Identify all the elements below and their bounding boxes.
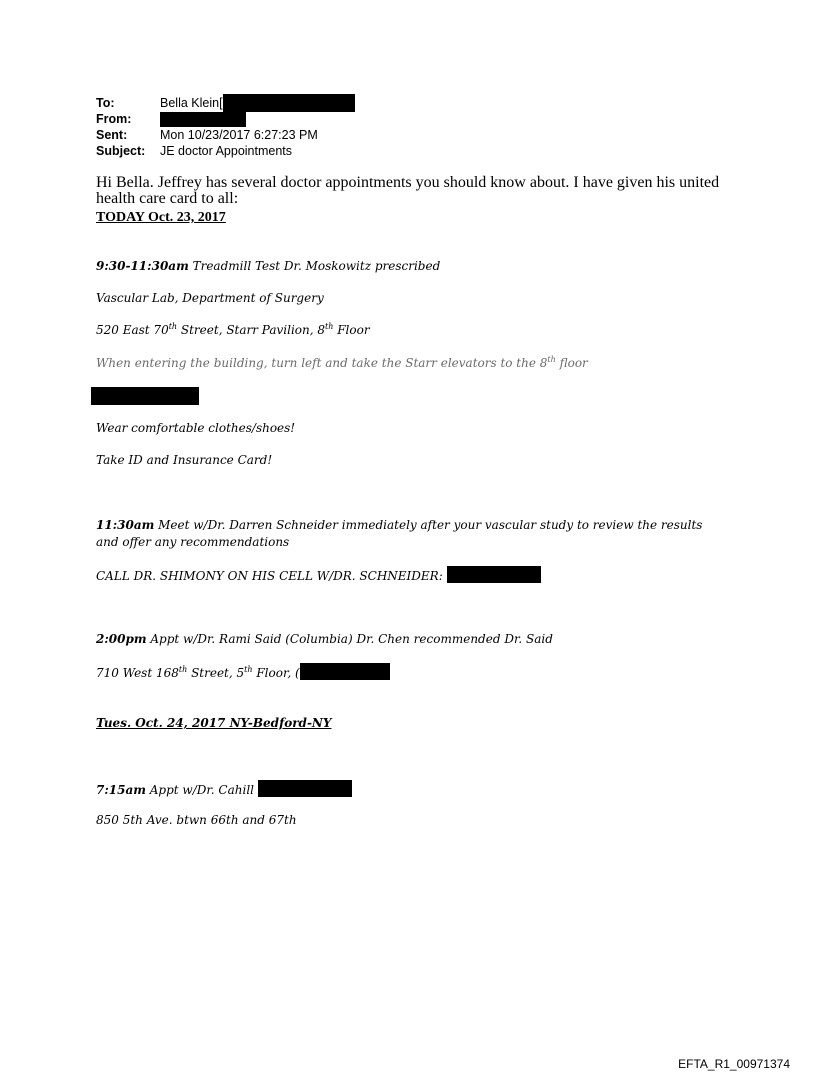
appt3-time: 2:00pm [96, 632, 147, 646]
appt1-desc: Treadmill Test Dr. Moskowitz prescribed [188, 259, 441, 273]
appt3-desc: Appt w/Dr. Rami Said (Columbia) Dr. Chen recommended Dr. Said [146, 632, 553, 646]
direction-part: floor [555, 356, 588, 370]
appt2-call [96, 566, 541, 585]
addr-part: Floor, ( [252, 666, 300, 680]
today-heading: TODAY Oct. 23, 2017 [96, 210, 226, 225]
appt1-note-id: Take ID and Insurance Card! [96, 453, 273, 467]
appt1-time: 9:30-11:30am [96, 259, 189, 273]
call-text: CALL DR. SHIMONY ON HIS CELL W/DR. SCHNEIDER: [96, 569, 443, 583]
appt1-address [96, 322, 370, 339]
appt1-note-clothes: Wear comfortable clothes/shoes! [96, 421, 296, 435]
subject-label: Subject: [96, 144, 146, 158]
subject-value: JE doctor Appointments [160, 144, 293, 158]
from-value [160, 111, 246, 127]
appt3-address [96, 663, 390, 682]
ordinal-sup: th [547, 355, 556, 364]
appt4-address: 850 5th Ave. btwn 66th and 67th [96, 813, 297, 827]
document-id: EFTA_R1_00971374 [678, 1057, 790, 1071]
addr-part: Street, 5 [187, 666, 245, 680]
redaction-bar [91, 387, 199, 405]
appt4-time: 7:15am [96, 783, 146, 797]
redaction-bar [223, 94, 355, 112]
to-name: Bella Klein[ [160, 96, 223, 110]
intro-paragraph: Hi Bella. Jeffrey has several doctor appointments you should know about. I have given his united health care card to all: [96, 174, 720, 207]
appt4-line [96, 780, 352, 799]
appt3-line [96, 631, 553, 648]
tues-heading: Tues. Oct. 24, 2017 NY-Bedford-NY [96, 716, 332, 730]
to-label: To: [96, 96, 115, 110]
redaction-bar [258, 780, 352, 797]
addr-part: Street, Starr Pavilion, 8 [177, 323, 326, 337]
redaction-bar [447, 566, 541, 583]
sent-label: Sent: [96, 128, 128, 142]
redaction-bar [300, 663, 390, 680]
appt1-line [96, 258, 440, 275]
appt2-line [96, 517, 716, 551]
ordinal-sup: th [325, 322, 334, 331]
addr-part: Floor [333, 323, 370, 337]
appt2-time: 11:30am [96, 518, 155, 532]
ordinal-sup: th [168, 322, 178, 331]
to-value [160, 95, 355, 112]
direction-part: When entering the building, turn left and take the Starr elevators to the 8 [96, 356, 548, 370]
appt4-desc: Appt w/Dr. Cahill [145, 783, 254, 797]
ordinal-sup: th [244, 665, 253, 674]
appt1-directions [96, 355, 588, 372]
appt1-location: Vascular Lab, Department of Surgery [96, 291, 324, 305]
addr-part: 520 East 70 [96, 323, 169, 337]
appt2-desc: Meet w/Dr. Darren Schneider immediately after your vascular study to review the results and offer any recommendations [96, 518, 703, 549]
addr-part: 710 West 168 [96, 666, 179, 680]
redaction-bar [160, 112, 246, 127]
sent-value: Mon 10/23/2017 6:27:23 PM [160, 128, 318, 142]
from-label: From: [96, 112, 132, 126]
ordinal-sup: th [178, 665, 188, 674]
